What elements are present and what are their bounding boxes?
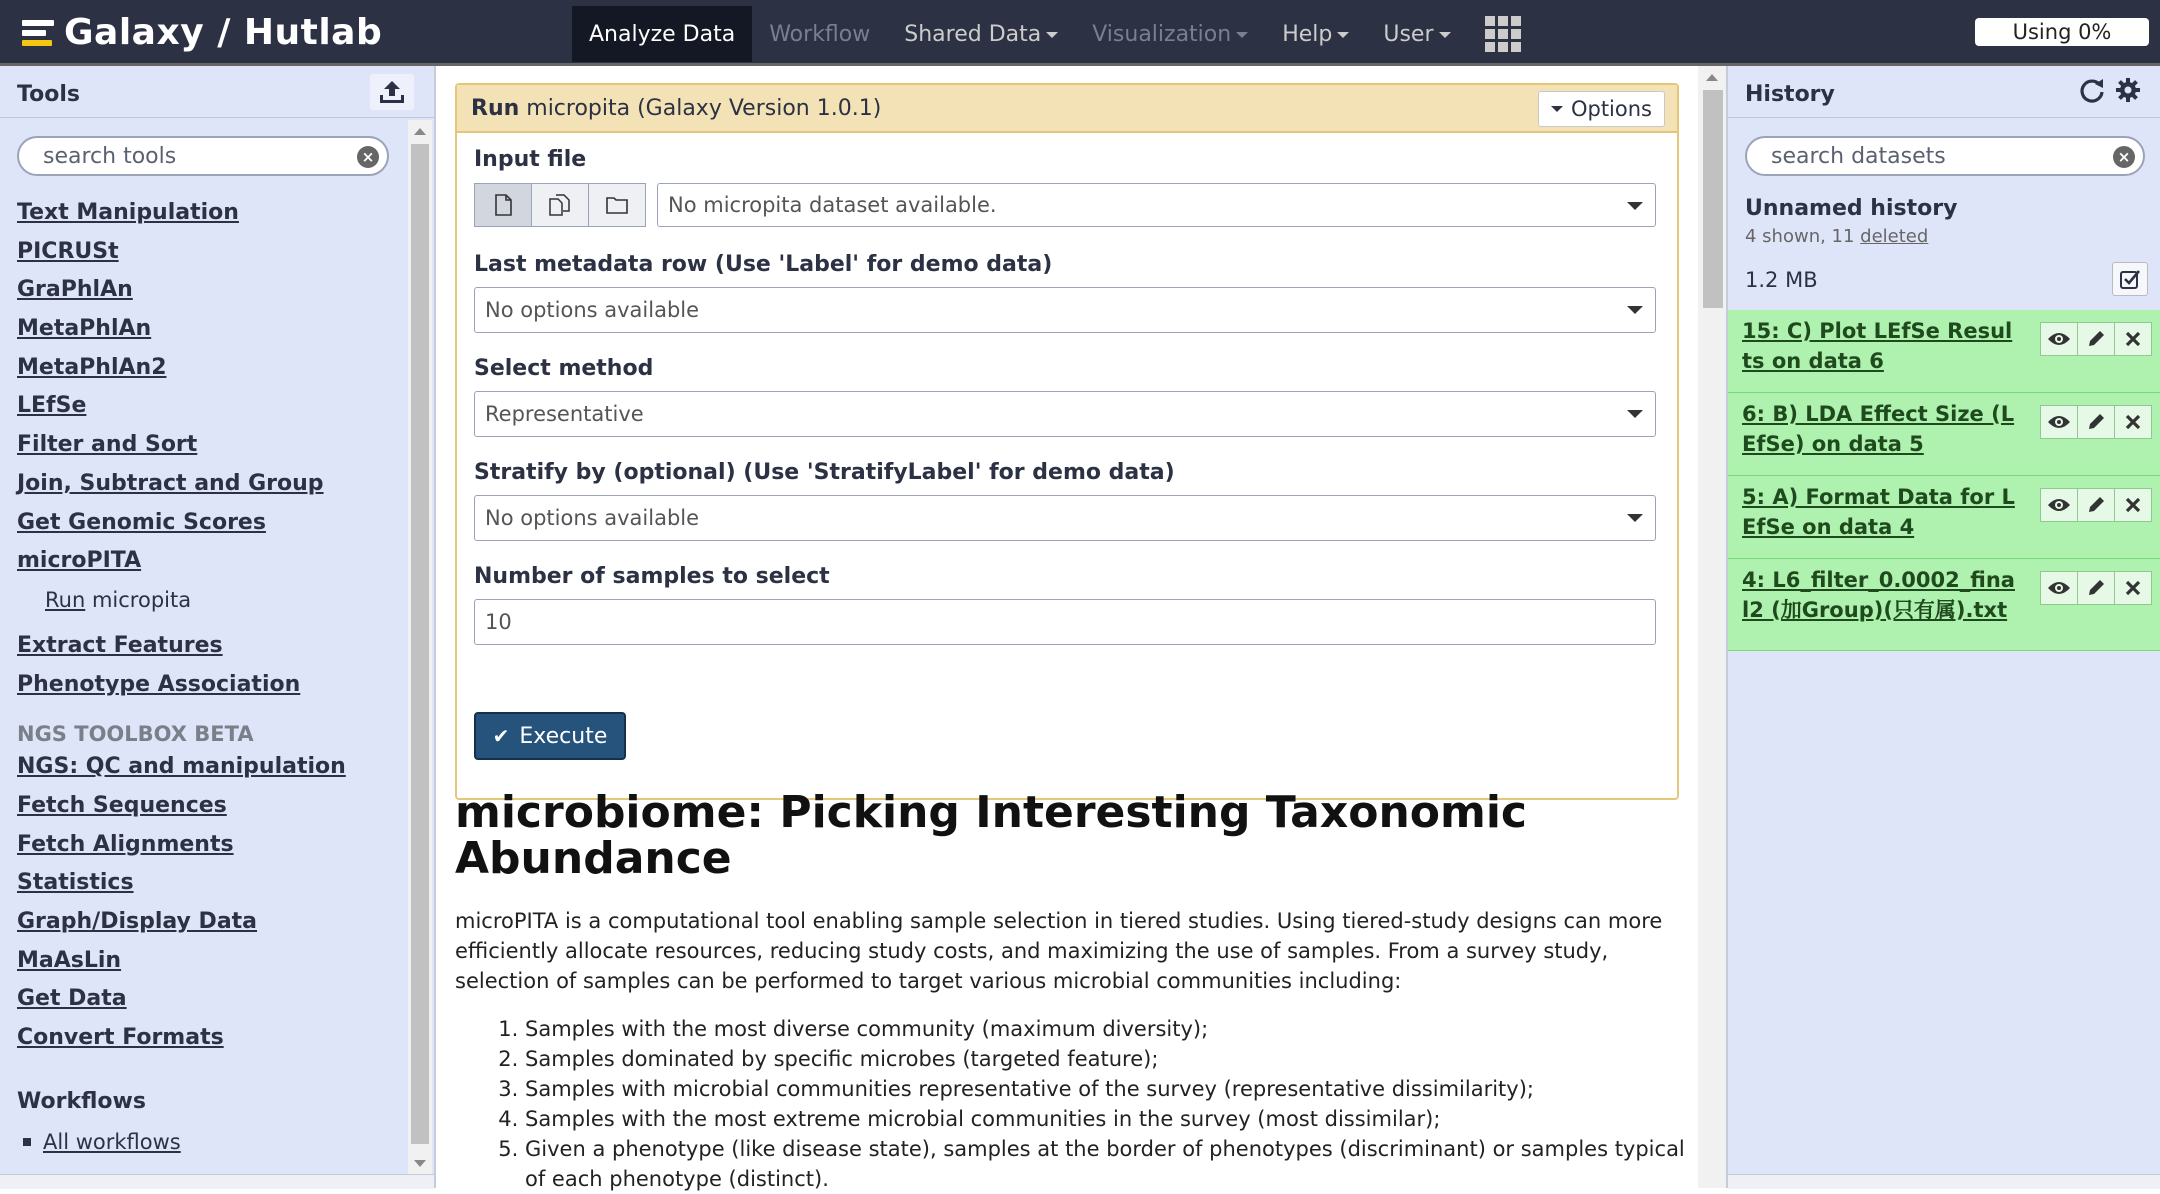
galaxy-logo-icon	[20, 14, 56, 50]
delete-button[interactable]	[2114, 571, 2152, 605]
help-list-item: 4. Samples with the most extreme microbial communities in the survey (most dissimilar);	[525, 1104, 1695, 1134]
tool-help	[455, 778, 1695, 1194]
delete-button[interactable]	[2114, 488, 2152, 522]
history-options	[2078, 76, 2142, 104]
edit-button[interactable]	[2077, 322, 2115, 356]
history-counts: 4 shown, 11 deleted	[1745, 226, 1929, 247]
stratify-select[interactable]: No options available	[474, 495, 1656, 541]
tool-section-lefse[interactable]: LEfSe	[17, 393, 87, 419]
masthead	[0, 0, 2160, 66]
panel-resize-strip[interactable]	[1728, 1174, 2160, 1189]
checkbox-icon	[2119, 268, 2141, 290]
delete-button[interactable]	[2114, 405, 2152, 439]
options-button[interactable]: Options	[1538, 91, 1665, 127]
upload-icon	[378, 79, 406, 105]
clear-search-icon[interactable]: ×	[2113, 146, 2135, 168]
dataset-item[interactable]	[1728, 559, 2160, 651]
nav-user[interactable]: User	[1366, 6, 1467, 62]
help-list	[455, 1014, 1695, 1194]
tool-section-label-ngs: NGS TOOLBOX BETA	[17, 722, 254, 747]
folder-icon	[605, 195, 629, 215]
center-panel	[436, 66, 1726, 1191]
tool-section-fetch-alignments[interactable]: Fetch Alignments	[17, 831, 234, 857]
tool-panel-scrollbar[interactable]	[408, 120, 432, 1176]
pencil-icon	[2086, 412, 2106, 432]
history-panel-title: History	[1745, 82, 1835, 107]
main-nav	[572, 6, 1538, 62]
scrollbar-thumb[interactable]	[411, 144, 429, 1144]
tool-run-link[interactable]: Run	[45, 587, 86, 612]
history-panel-header	[1728, 66, 2160, 118]
dataset-title[interactable]: 5: A) Format Data for LEfSe on data 4	[1742, 485, 2015, 539]
refresh-icon[interactable]	[2078, 76, 2106, 104]
eye-icon	[2047, 414, 2071, 430]
samples-input[interactable]: 10	[474, 599, 1656, 645]
history-name[interactable]: Unnamed history	[1745, 196, 1958, 221]
history-panel	[1726, 66, 2160, 1188]
nav-shared-data[interactable]: Shared Data	[887, 6, 1075, 62]
nav-analyze-data[interactable]: Analyze Data	[572, 6, 752, 62]
eye-icon	[2047, 331, 2071, 347]
dataset-collection-button[interactable]	[588, 183, 646, 227]
caret-down-icon	[1439, 32, 1451, 38]
tool-section-picrust[interactable]: PICRUSt	[17, 238, 119, 264]
view-button[interactable]	[2040, 322, 2078, 356]
tool-section-micropita[interactable]: microPITA	[17, 548, 142, 574]
view-button[interactable]	[2040, 571, 2078, 605]
dataset-item[interactable]	[1728, 476, 2160, 559]
eye-icon	[2047, 497, 2071, 513]
tool-section-genomic-scores[interactable]: Get Genomic Scores	[17, 509, 266, 535]
dataset-actions	[2040, 571, 2152, 605]
tool-search-input[interactable]	[41, 143, 339, 170]
help-title: microbiome: Picking Interesting Taxonomic Abundance	[455, 787, 1528, 884]
workflow-list-item	[17, 1120, 397, 1156]
grid-icon	[1485, 16, 1521, 52]
dataset-actions	[2040, 322, 2152, 356]
input-mode-buttons	[474, 183, 646, 227]
last-metadata-label: Last metadata row (Use 'Label' for demo data)	[474, 252, 1053, 277]
bullet-icon	[23, 1138, 31, 1146]
help-intro: microPITA is a computational tool enabling sample selection in tiered studies. Using tiered-study designs can more efficiently allocate resources, reducing study costs, and maximizing the use of samples. From a survey study, selection of samples can be performed to target various microbial communities including:	[455, 909, 1663, 993]
clear-search-icon[interactable]: ×	[357, 146, 379, 168]
all-workflows-link[interactable]: All workflows	[43, 1129, 181, 1154]
tool-section-convert-formats[interactable]: Convert Formats	[17, 1025, 224, 1051]
help-list-item: 5. Given a phenotype (like disease state), samples at the border of phenotypes (discriminant) or samples typical of each phenotype (distinct).	[525, 1134, 1695, 1194]
caret-down-icon	[1551, 106, 1563, 112]
brand[interactable]	[20, 10, 382, 54]
history-size: 1.2 MB	[1745, 268, 1818, 292]
center-scrollbar[interactable]	[1698, 66, 1726, 1188]
nav-apps-grid[interactable]	[1468, 6, 1538, 62]
last-metadata-select[interactable]: No options available	[474, 287, 1656, 333]
tool-section-extract-features[interactable]: Extract Features	[17, 632, 223, 658]
view-button[interactable]	[2040, 405, 2078, 439]
tool-section-join-subtract-group[interactable]: Join, Subtract and Group	[17, 470, 324, 496]
tool-section-phenotype-association[interactable]: Phenotype Association	[17, 671, 301, 697]
tool-item-micropita[interactable]	[17, 585, 397, 631]
deleted-link[interactable]: deleted	[1860, 226, 1929, 247]
nav-help[interactable]: Help	[1265, 6, 1366, 62]
nav-visualization[interactable]: Visualization	[1075, 6, 1265, 62]
tool-section-filter-sort[interactable]: Filter and Sort	[17, 432, 198, 458]
tool-search	[17, 136, 389, 176]
stratify-label: Stratify by (optional) (Use 'StratifyLabel' for demo data)	[474, 460, 1175, 485]
tool-section-metaphlan[interactable]: MetaPhlAn	[17, 316, 152, 342]
tool-section-text-manipulation[interactable]: Text Manipulation	[17, 200, 239, 225]
dataset-item[interactable]	[1728, 393, 2160, 476]
gear-icon[interactable]	[2114, 76, 2142, 104]
tool-section-graphlan[interactable]: GraPhlAn	[17, 277, 133, 303]
dropdown-arrow-icon	[1627, 514, 1643, 522]
dataset-list	[1728, 310, 2160, 651]
dataset-actions	[2040, 488, 2152, 522]
close-icon	[2125, 414, 2141, 430]
close-icon	[2125, 580, 2141, 596]
tool-section-metaphlan2[interactable]: MetaPhlAn2	[17, 354, 167, 380]
tool-section-fetch-sequences[interactable]: Fetch Sequences	[17, 792, 227, 818]
dataset-actions	[2040, 405, 2152, 439]
tool-list	[17, 198, 397, 1156]
file-icon	[493, 194, 513, 216]
dataset-title[interactable]: 15: C) Plot LEfSe Results on data 6	[1742, 319, 2013, 373]
edit-button[interactable]	[2077, 571, 2115, 605]
view-button[interactable]	[2040, 488, 2078, 522]
tool-form-header	[457, 85, 1677, 133]
eye-icon	[2047, 580, 2071, 596]
dropdown-arrow-icon	[1627, 202, 1643, 210]
dataset-title[interactable]: 4: L6_filter_0.0002_final2 (加Group)(只有属).txt	[1742, 568, 2015, 622]
help-list-item: 3. Samples with microbial communities representative of the survey (representative dissimilarity);	[525, 1074, 1695, 1104]
caret-down-icon	[1337, 32, 1349, 38]
dataset-title[interactable]: 6: B) LDA Effect Size (LEfSe) on data 5	[1742, 402, 2015, 456]
pencil-icon	[2086, 495, 2106, 515]
tool-form-title: Run micropita (Galaxy Version 1.0.1)	[471, 96, 882, 121]
dropdown-arrow-icon	[1627, 410, 1643, 418]
workflows-heading: Workflows	[17, 1088, 146, 1114]
scroll-up-icon[interactable]	[1706, 74, 1718, 81]
pencil-icon	[2086, 578, 2106, 598]
brand-title[interactable]: Galaxy / Hutlab	[64, 11, 383, 53]
tool-section-graph-display[interactable]: Graph/Display Data	[17, 909, 258, 934]
scroll-up-icon[interactable]	[414, 128, 426, 135]
check-icon: ✔	[492, 724, 510, 748]
delete-button[interactable]	[2114, 322, 2152, 356]
multiple-datasets-button[interactable]	[531, 183, 589, 227]
tool-section-get-data[interactable]: Get Data	[17, 986, 127, 1012]
scrollbar-thumb[interactable]	[1703, 90, 1723, 308]
history-search-input[interactable]	[1769, 143, 2090, 170]
history-search	[1745, 136, 2145, 176]
pencil-icon	[2086, 329, 2106, 349]
select-method-label: Select method	[474, 356, 654, 381]
tool-panel-header	[0, 66, 434, 118]
tool-form	[455, 83, 1679, 800]
tool-section-statistics[interactable]: Statistics	[17, 870, 134, 896]
select-method-select[interactable]: Representative	[474, 391, 1656, 437]
single-dataset-button[interactable]	[474, 183, 532, 227]
files-icon	[548, 194, 572, 216]
close-icon	[2125, 497, 2141, 513]
input-file-select[interactable]: No micropita dataset available.	[657, 183, 1656, 227]
quota-meter[interactable]: Using 0%	[1975, 18, 2149, 46]
upload-button[interactable]	[370, 74, 414, 110]
nav-workflow[interactable]: Workflow	[769, 21, 871, 47]
panel-resize-strip[interactable]	[0, 1174, 434, 1189]
tool-section-ngs-qc[interactable]: NGS: QC and manipulation	[17, 754, 346, 780]
tool-item-name: micropita	[91, 587, 192, 612]
edit-button[interactable]	[2077, 405, 2115, 439]
tool-panel-title: Tools	[17, 82, 80, 107]
scroll-down-icon[interactable]	[414, 1160, 426, 1167]
help-list-item: 1. Samples with the most diverse community (maximum diversity);	[525, 1014, 1695, 1044]
close-icon	[2125, 331, 2141, 347]
help-list-item: 2. Samples dominated by specific microbes (targeted feature);	[525, 1044, 1695, 1074]
input-file-label: Input file	[474, 147, 587, 172]
dropdown-arrow-icon	[1627, 306, 1643, 314]
samples-label: Number of samples to select	[474, 564, 830, 589]
dataset-item[interactable]	[1728, 310, 2160, 393]
tool-section-maaslin[interactable]: MaAsLin	[17, 947, 122, 973]
caret-down-icon	[1046, 32, 1058, 38]
execute-button[interactable]: ✔ Execute	[474, 712, 626, 760]
caret-down-icon	[1236, 32, 1248, 38]
select-datasets-button[interactable]	[2112, 262, 2148, 296]
edit-button[interactable]	[2077, 488, 2115, 522]
tool-panel	[0, 66, 436, 1188]
